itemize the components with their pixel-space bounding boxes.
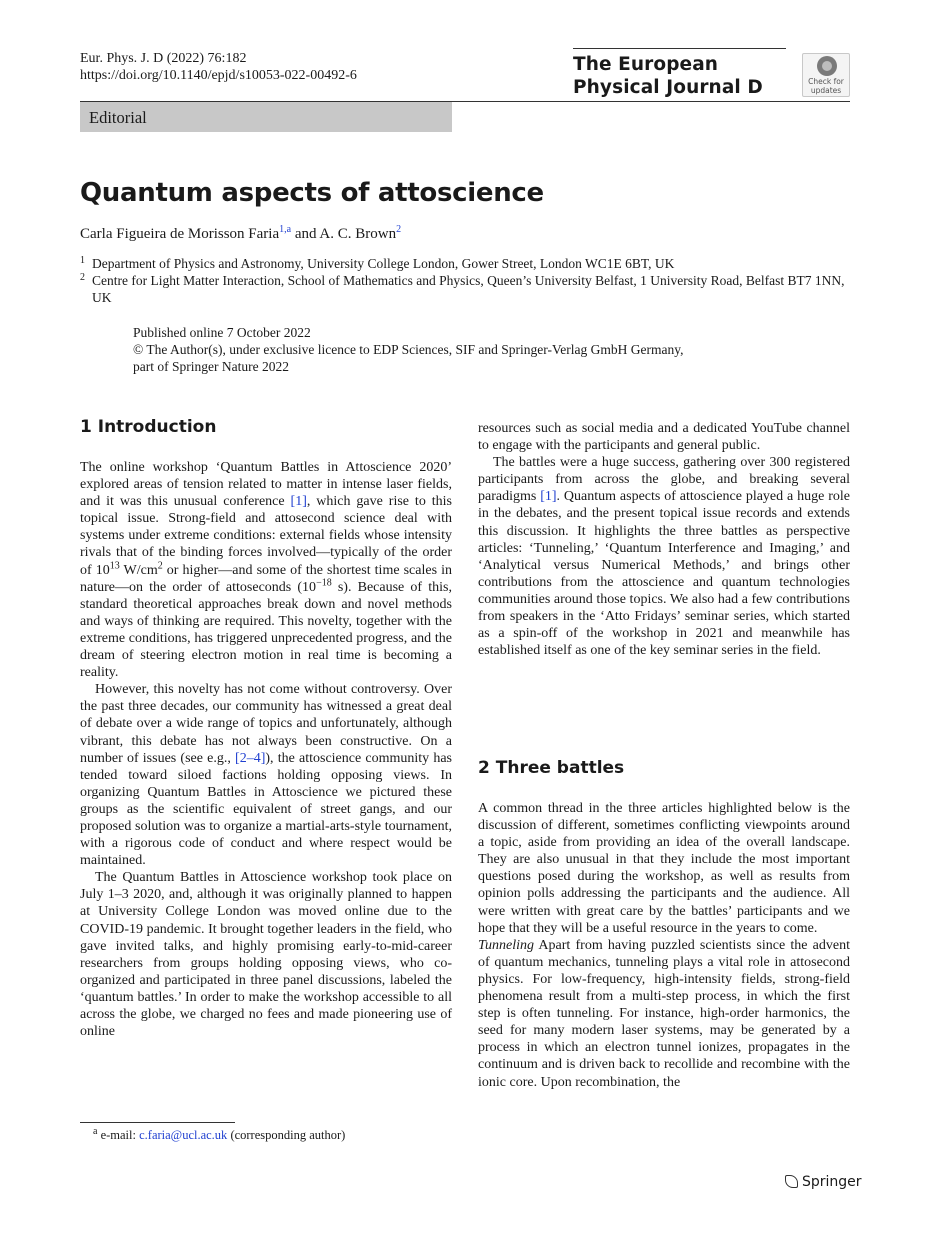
citation-link[interactable]: [1] <box>540 489 557 505</box>
author-affiliation-link[interactable]: 2 <box>396 224 402 235</box>
paragraph-label: Tunneling <box>478 937 535 953</box>
paragraph: However, this novelty has not come without controversy. Over the past three decades, our community has witnessed a great deal of debate over a wide range of topics and unfortunately, although vibrant, this debate has not always been constructive. On a number of issues (see e.g., [2–4]), the attoscience community has tended toward siloed factions holding opposing views. In organizing Quantum Battles in Attoscience we pictured these groups as the scientific equivalent of street gangs, and our proposed solution was to organize a martial-arts-style tournament, with a rigorous code of conduct and where respect would be maintained. <box>80 682 452 869</box>
affiliation-text: Centre for Light Matter Interaction, School of Mathematics and Physics, Queen’s University Belfast, 1 University Road, Belfast BT7 1NN, UK <box>92 273 845 305</box>
springer-horse-icon <box>785 1175 798 1188</box>
paragraph: A common thread in the three articles highlighted below is the discussion of different, sometimes conflicting viewpoints around a topic, aside from providing an idea of the overall landscape. They are also unusual in that they include the most important questions posed during the workshop, as well as results from opinion polls addressing the participants and the audience. All were written with great care by the battles’ participants and we hope that they will be a useful resource in the years to come. <box>478 801 850 936</box>
publisher-name: Springer <box>802 1174 862 1190</box>
affiliation-number: 2 <box>80 272 85 283</box>
publication-info <box>133 324 683 375</box>
paragraph: The online workshop ‘Quantum Battles in Attoscience 2020’ explored areas of tension related to matter in intense laser fields, and it was this unusual conference [1], which gave rise to this topical issue. Strong-field and attosecond science deal with systems under extreme conditions: external fields whose intensity rivals that of the binding forces involved—typically of the order of $10^{13}$ $W/cm^2$ or higher—and some of the shortest time scales in nature—on the order of attoseconds ($10^{-18}$ s). Because of this, standard theoretical approaches break down and novel methods and ways of thinking are required. This novelty, together with the extreme conditions, has triggered unprecedented progress, and the dream of steering electron motion in real time is becoming a reality. <box>80 460 452 681</box>
author-name: A. C. Brown <box>319 226 397 242</box>
badge-label-line1: Check for <box>808 77 844 86</box>
citation-link[interactable]: [1] <box>290 494 307 510</box>
journal-name-line2: Physical Journal D <box>573 77 763 98</box>
badge-label-line2: updates <box>810 85 842 95</box>
left-column <box>80 459 452 1040</box>
footnote-divider <box>80 1122 235 1123</box>
paragraph: resources such as social media and a dedicated YouTube channel to engage with the participants and general public. <box>478 421 850 454</box>
paragraph: The battles were a huge success, gathering over 300 registered participants from across the globe, and breaking several paradigms [1]. Quantum aspects of attoscience played a huge role in the debates, and the present topical issue records and extends this discussion. It highlights the three battles as perspective articles: ‘Tunneling,’ ‘Quantum Interference and Imaging,’ and ‘Analytical versus Numerical Methods,’ and brings other contributions from the attoscience and quantum technologies communities around those topics. We also had a few contributions from speakers in the ‘Atto Fridays’ seminar series, which started as a spin-off of the workshop in 2021 and meanwhile has established itself as one of the key seminar series in the field. <box>478 455 850 659</box>
citation-link[interactable]: [2–4] <box>235 750 266 766</box>
article-type-banner <box>80 102 452 132</box>
article-title: Quantum aspects of attoscience <box>80 178 544 208</box>
affiliation-1 <box>80 255 855 272</box>
published-date: Published online 7 October 2022 <box>133 325 311 340</box>
journal-name-line1: The European <box>573 54 719 75</box>
journal-logo <box>573 48 786 99</box>
check-for-updates-icon <box>817 56 837 76</box>
footnote: $^a$ e-mail: c.faria@ucl.ac.uk (corresponding author) <box>93 1125 346 1142</box>
author-name: Carla Figueira de Morisson Faria <box>80 226 280 242</box>
footnote-marker: a <box>93 1125 98 1137</box>
paragraph: Tunneling Apart from having puzzled scientists since the advent of quantum mechanics, tunneling plays a vital role in attosecond physics. For low-frequency, high-intensity fields, strong-field phenomena result from a multi-step process, in which the first step is often tunneling. For instance, high-order harmonics, the seed for many modern laser systems, may be generated by a process in which an electron tunnel ionizes, propagates in the continuum and is driven back to recollide and recombine with the ionic core. Upon recombination, the <box>478 937 850 1090</box>
article-type-label: Editorial <box>89 108 147 127</box>
section-heading-introduction: 1 Introduction <box>80 417 217 437</box>
journal-reference: Eur. Phys. J. D (2022) 76:182 <box>80 51 247 66</box>
right-column-top <box>478 420 850 659</box>
copyright-line: © The Author(s), under exclusive licence to EDP Sciences, SIF and Springer-Verlag GmbH Germany, <box>133 342 684 357</box>
right-column-bottom <box>478 800 850 1091</box>
affiliation-2 <box>80 272 855 306</box>
section-heading-three-battles: 2 Three battles <box>478 758 625 778</box>
paragraph: The Quantum Battles in Attoscience workshop took place on July 1–3 2020, and, although it was originally planned to happen at University College London was moved online due to the COVID-19 pandemic. It brought together leaders in the field, who gave invited talks, and highly promising early-to-mid-career researchers from groups holding opposing views, who co-organized and participated in three panel discussions, labeled the ‘quantum battles.’ In order to make the workshop accessible to all across the globe, we charged no fees and made pioneering use of online <box>80 870 452 1040</box>
author-list <box>80 226 401 243</box>
author-affiliation-link[interactable]: 1,a <box>279 224 292 235</box>
citation-block <box>80 50 357 84</box>
author-separator: and <box>291 226 320 242</box>
email-link[interactable]: c.faria@ucl.ac.uk <box>139 1128 228 1142</box>
copyright-line: part of Springer Nature 2022 <box>133 359 289 374</box>
publisher-logo <box>785 1174 862 1190</box>
affiliation-number: 1 <box>80 255 85 266</box>
doi-link[interactable]: https://doi.org/10.1140/epjd/s10053-022-00492-6 <box>80 68 357 83</box>
affiliation-text: Department of Physics and Astronomy, University College London, Gower Street, London WC1E 6BT, UK <box>92 256 675 271</box>
check-for-updates-button[interactable] <box>802 53 850 97</box>
